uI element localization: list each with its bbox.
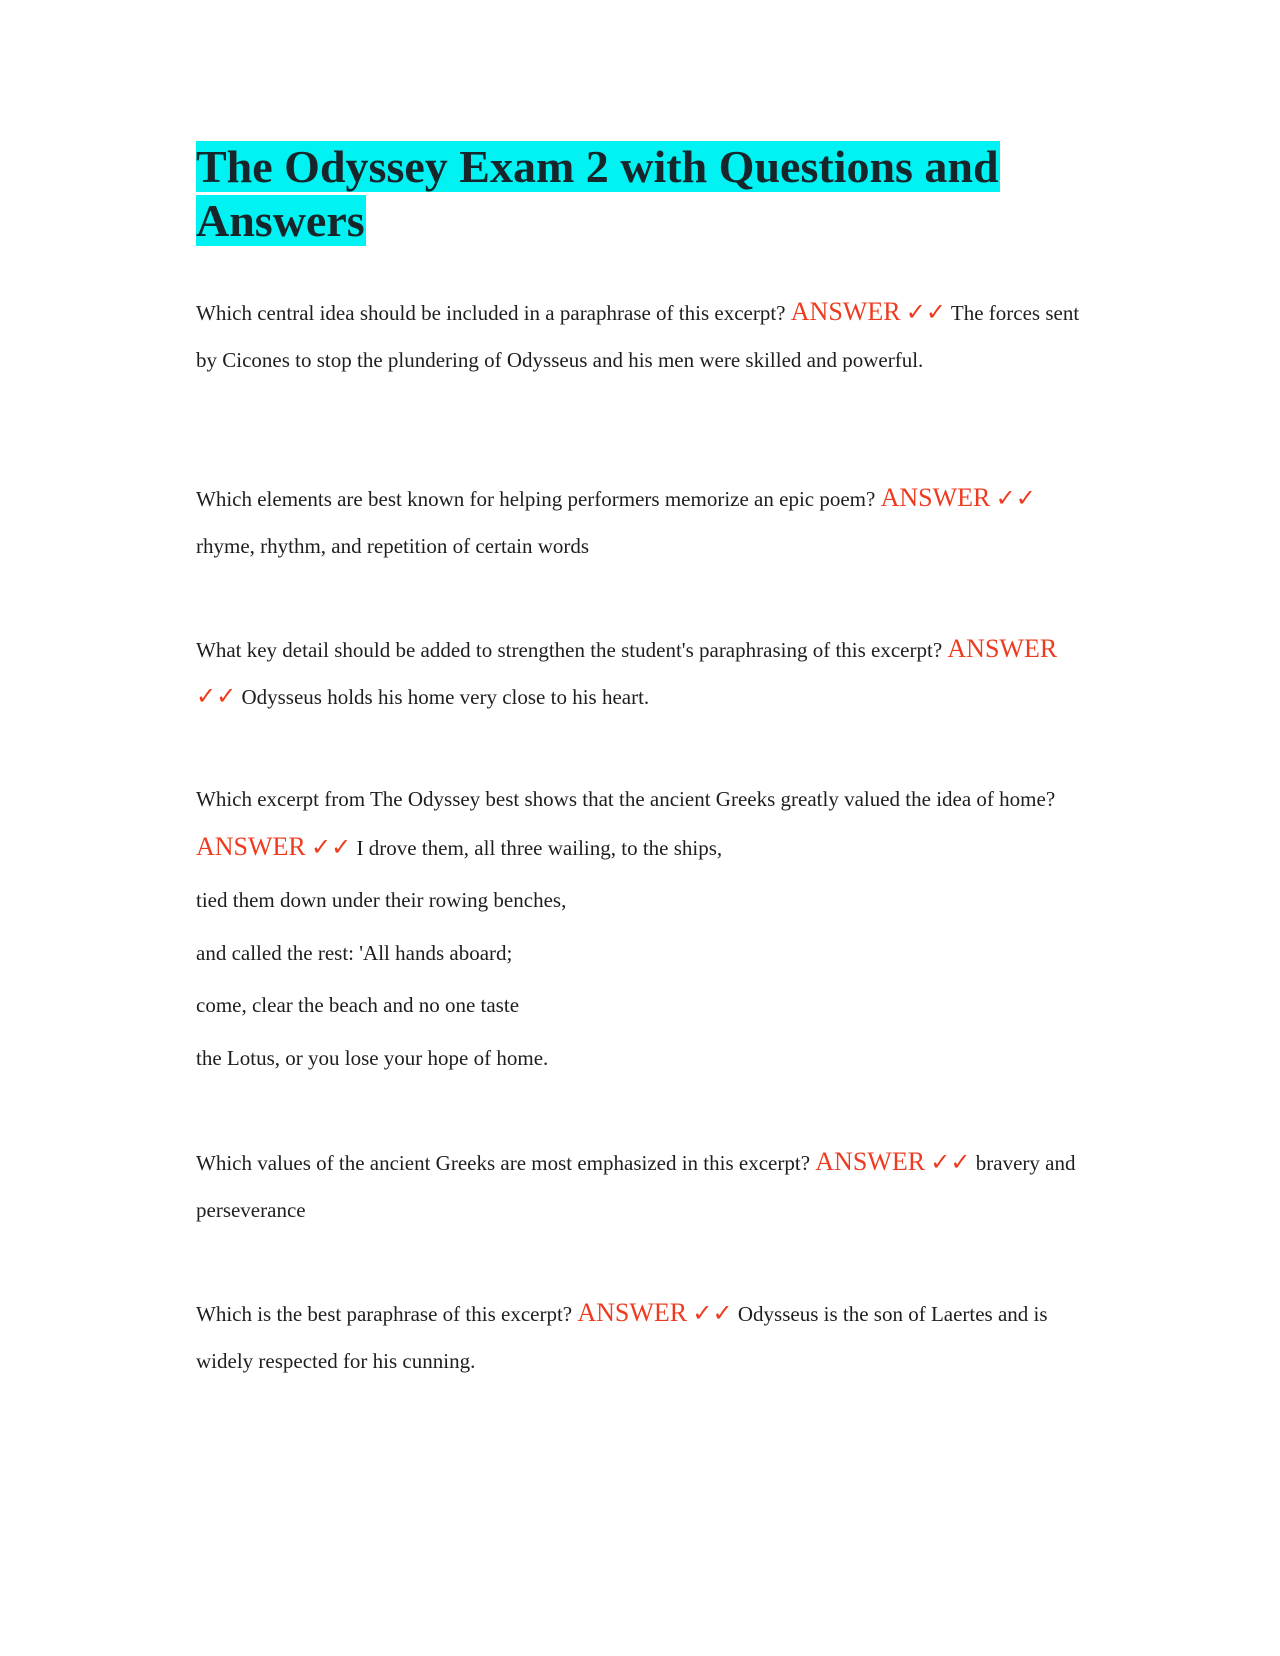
question-text: Which elements are best known for helping performers memorize an epic poem? [196,487,876,511]
title-highlight: The Odyssey Exam 2 with Questions and Answers [196,141,999,246]
double-check-icon: ✓✓ [930,1150,971,1176]
answer-text: bravery and perseverance [196,1151,1076,1222]
qa-item-5 [196,1138,1086,1234]
answer-label: ANSWER [815,1147,926,1176]
verse-line: tied them down under their rowing benches, [196,888,567,912]
answer-label: ANSWER [196,832,306,861]
qa-item-3 [196,625,1086,721]
question-text: Which values of the ancient Greeks are most emphasized in this excerpt? [196,1151,811,1175]
answer-label: ANSWER [947,634,1058,663]
qa-item-4 [196,776,1086,872]
double-check-icon: ✓✓ [995,486,1036,512]
question-text: Which excerpt from The Odyssey best shows that the ancient Greeks greatly valued the idea of home? [196,787,1056,811]
answer-text: The forces sent by Cicones to stop the plundering of Odysseus and his men were skilled and powerful. [196,301,1080,372]
question-text: Which central idea should be included in a paraphrase of this excerpt? [196,301,786,325]
answer-text: Odysseus holds his home very close to his heart. [241,685,650,709]
question-text: Which is the best paraphrase of this excerpt? [196,1302,573,1326]
answer-label: ANSWER [577,1298,688,1327]
answer-label: ANSWER [790,297,901,326]
answer-verse-lines [196,874,1086,1084]
qa-item-1 [196,288,1086,384]
answer-text: I drove them, all three wailing, to the ships, [356,836,723,860]
double-check-icon: ✓✓ [196,684,237,710]
qa-item-6 [196,1289,1086,1385]
double-check-icon: ✓✓ [905,300,947,326]
qa-item-2 [196,474,1086,570]
document-title [196,140,1086,248]
answer-text: Odysseus is the son of Laertes and is widely respected for his cunning. [196,1302,1048,1373]
answer-label: ANSWER [880,483,991,512]
double-check-icon: ✓✓ [311,835,352,861]
answer-text: rhyme, rhythm, and repetition of certain words [196,534,590,558]
document-page [196,140,1086,1373]
verse-line: and called the rest: 'All hands aboard; [196,940,513,965]
question-text: What key detail should be added to strengthen the student's paraphrasing of this excerpt? [196,638,943,662]
verse-line: come, clear the beach and no one taste [196,993,520,1017]
verse-line: the Lotus, or you lose your hope of home. [196,1045,549,1070]
double-check-icon: ✓✓ [692,1301,733,1327]
